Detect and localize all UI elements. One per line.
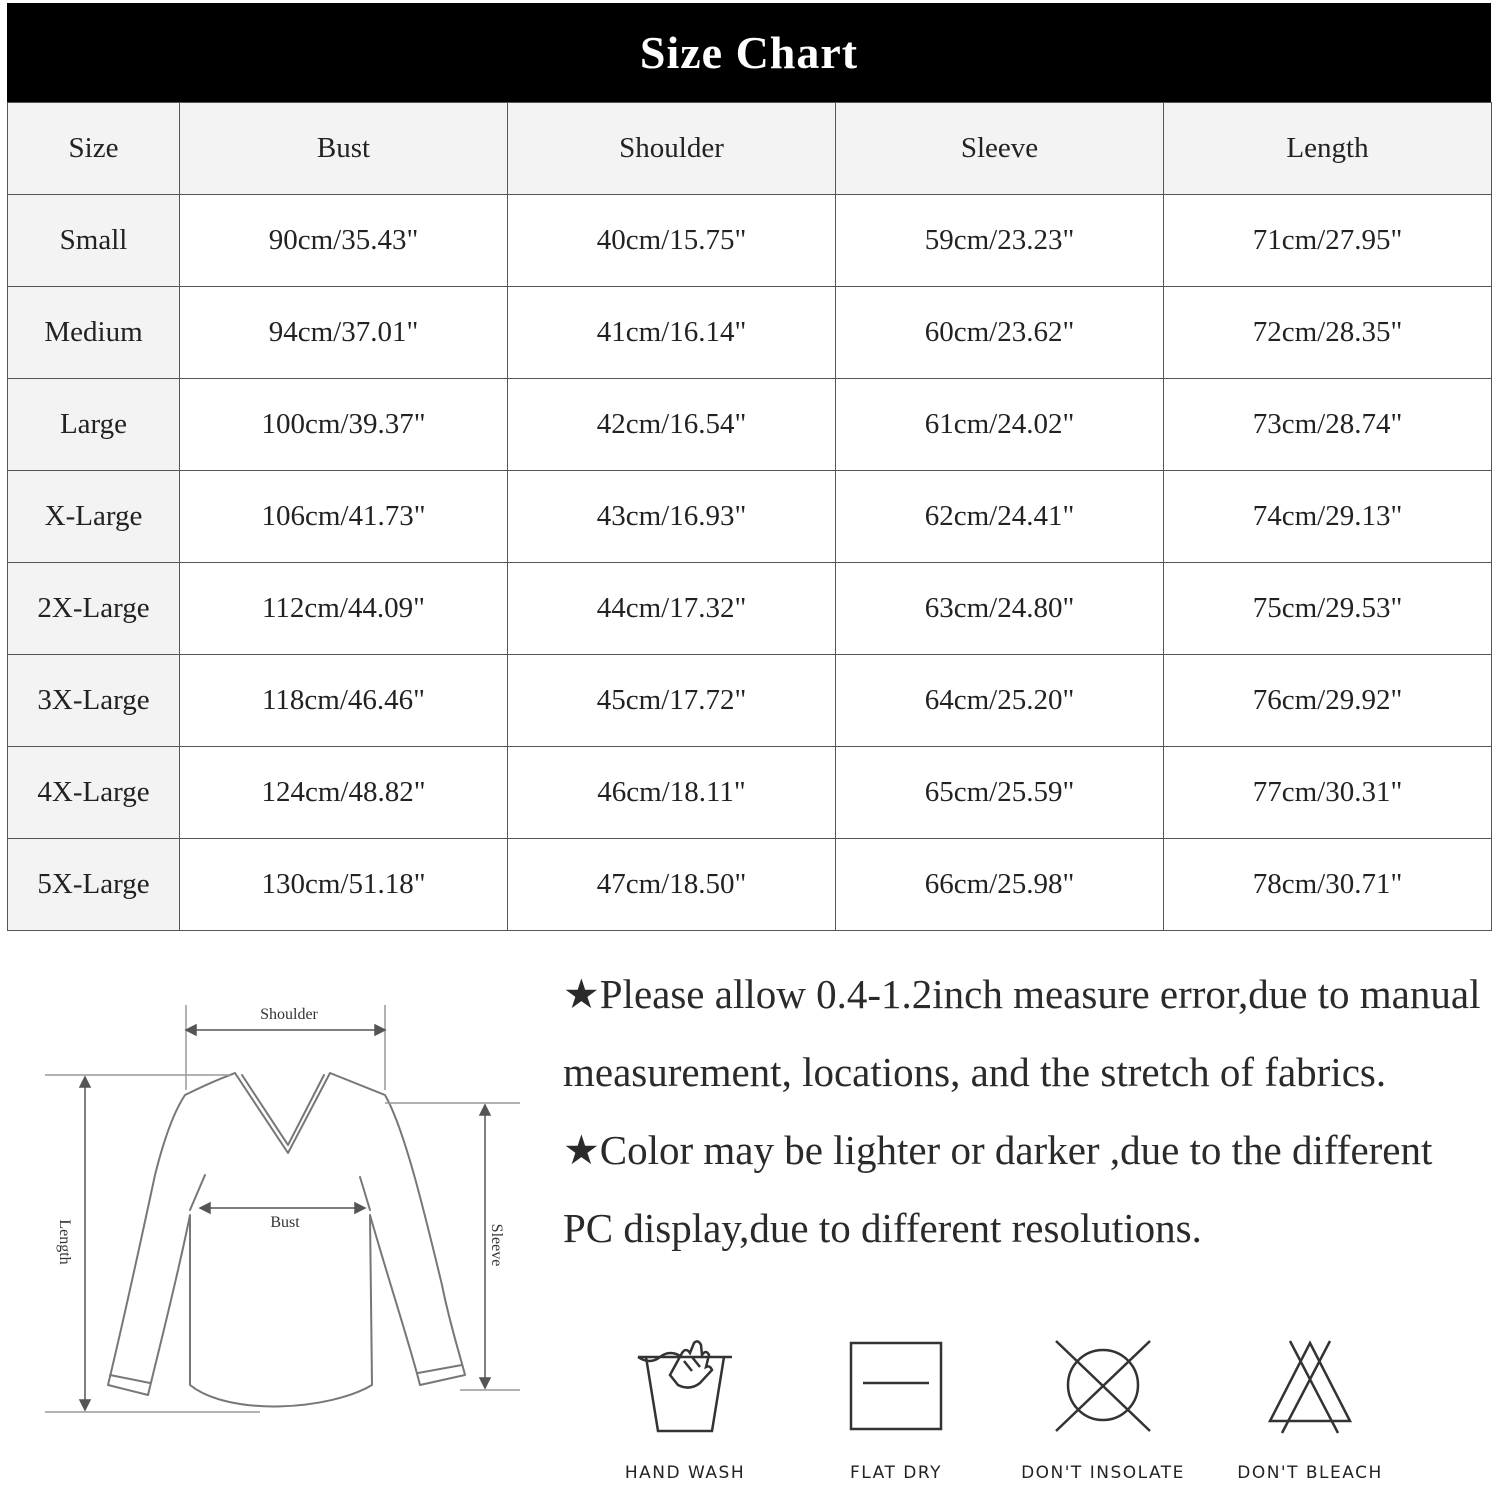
care-item-dont-bleach (1210, 1335, 1410, 1483)
sleeve-label: Sleeve (488, 1223, 505, 1267)
dont-insolate-label: DON'T INSOLATE (1021, 1463, 1185, 1483)
cell-length: 71cm/27.95" (1164, 195, 1492, 287)
cell-bust: 90cm/35.43" (180, 195, 508, 287)
hand-wash-label: HAND WASH (624, 1463, 746, 1483)
header-length: Length (1164, 103, 1492, 195)
hand-wash-icon (630, 1335, 740, 1435)
cell-sleeve: 59cm/23.23" (836, 195, 1164, 287)
notes (563, 955, 1483, 1267)
cell-sleeve: 64cm/25.20" (836, 655, 1164, 747)
cell-length: 77cm/30.31" (1164, 747, 1492, 839)
cell-bust: 100cm/39.37" (180, 379, 508, 471)
note-color: ★Color may be lighter or darker ,due to the different PC display,due to different resolutions. (563, 1127, 1433, 1251)
cell-length: 75cm/29.53" (1164, 563, 1492, 655)
cell-shoulder: 41cm/16.14" (508, 287, 836, 379)
cell-length: 73cm/28.74" (1164, 379, 1492, 471)
cell-size: 4X-Large (8, 747, 180, 839)
care-item-hand-wash (585, 1335, 785, 1483)
size-chart-title: Size Chart (7, 3, 1491, 102)
table-row (8, 655, 1492, 747)
cell-length: 76cm/29.92" (1164, 655, 1492, 747)
cell-bust: 118cm/46.46" (180, 655, 508, 747)
dont-insolate-icon (1048, 1335, 1158, 1435)
shoulder-label: Shoulder (260, 1006, 318, 1023)
cell-sleeve: 60cm/23.62" (836, 287, 1164, 379)
table-row (8, 563, 1492, 655)
bust-label: Bust (270, 1214, 300, 1231)
table-header-row (8, 103, 1492, 195)
cell-size: 3X-Large (8, 655, 180, 747)
cell-sleeve: 65cm/25.59" (836, 747, 1164, 839)
cell-sleeve: 62cm/24.41" (836, 471, 1164, 563)
care-item-dont-insolate (1003, 1335, 1203, 1483)
length-label: Length (56, 1219, 73, 1265)
table-row (8, 287, 1492, 379)
cell-shoulder: 42cm/16.54" (508, 379, 836, 471)
dont-bleach-label: DON'T BLEACH (1237, 1463, 1383, 1483)
care-instructions (600, 1335, 1490, 1485)
table-row (8, 839, 1492, 931)
cell-shoulder: 44cm/17.32" (508, 563, 836, 655)
cell-shoulder: 43cm/16.93" (508, 471, 836, 563)
header-sleeve: Sleeve (836, 103, 1164, 195)
cell-length: 78cm/30.71" (1164, 839, 1492, 931)
table-row (8, 195, 1492, 287)
cell-size: Large (8, 379, 180, 471)
cell-bust: 130cm/51.18" (180, 839, 508, 931)
sweater-icon (30, 955, 540, 1445)
cell-bust: 112cm/44.09" (180, 563, 508, 655)
cell-bust: 106cm/41.73" (180, 471, 508, 563)
care-item-flat-dry (796, 1335, 996, 1483)
cell-size: 2X-Large (8, 563, 180, 655)
cell-shoulder: 47cm/18.50" (508, 839, 836, 931)
size-table (7, 102, 1492, 931)
header-size: Size (8, 103, 180, 195)
cell-shoulder: 46cm/18.11" (508, 747, 836, 839)
table-row (8, 379, 1492, 471)
header-shoulder: Shoulder (508, 103, 836, 195)
cell-sleeve: 61cm/24.02" (836, 379, 1164, 471)
header-bust: Bust (180, 103, 508, 195)
cell-shoulder: 40cm/15.75" (508, 195, 836, 287)
cell-size: 5X-Large (8, 839, 180, 931)
table-row (8, 747, 1492, 839)
flat-dry-label: FLAT DRY (850, 1463, 942, 1483)
cell-size: X-Large (8, 471, 180, 563)
cell-size: Medium (8, 287, 180, 379)
cell-length: 72cm/28.35" (1164, 287, 1492, 379)
dont-bleach-icon (1260, 1335, 1360, 1435)
note-measure-error: ★Please allow 0.4-1.2inch measure error,due to manual measurement, locations, and the stretch of fabrics. (563, 971, 1481, 1095)
cell-bust: 94cm/37.01" (180, 287, 508, 379)
cell-sleeve: 63cm/24.80" (836, 563, 1164, 655)
cell-size: Small (8, 195, 180, 287)
cell-shoulder: 45cm/17.72" (508, 655, 836, 747)
garment-measurement-diagram (30, 955, 540, 1445)
flat-dry-icon (846, 1335, 946, 1435)
table-row (8, 471, 1492, 563)
cell-sleeve: 66cm/25.98" (836, 839, 1164, 931)
cell-length: 74cm/29.13" (1164, 471, 1492, 563)
cell-bust: 124cm/48.82" (180, 747, 508, 839)
